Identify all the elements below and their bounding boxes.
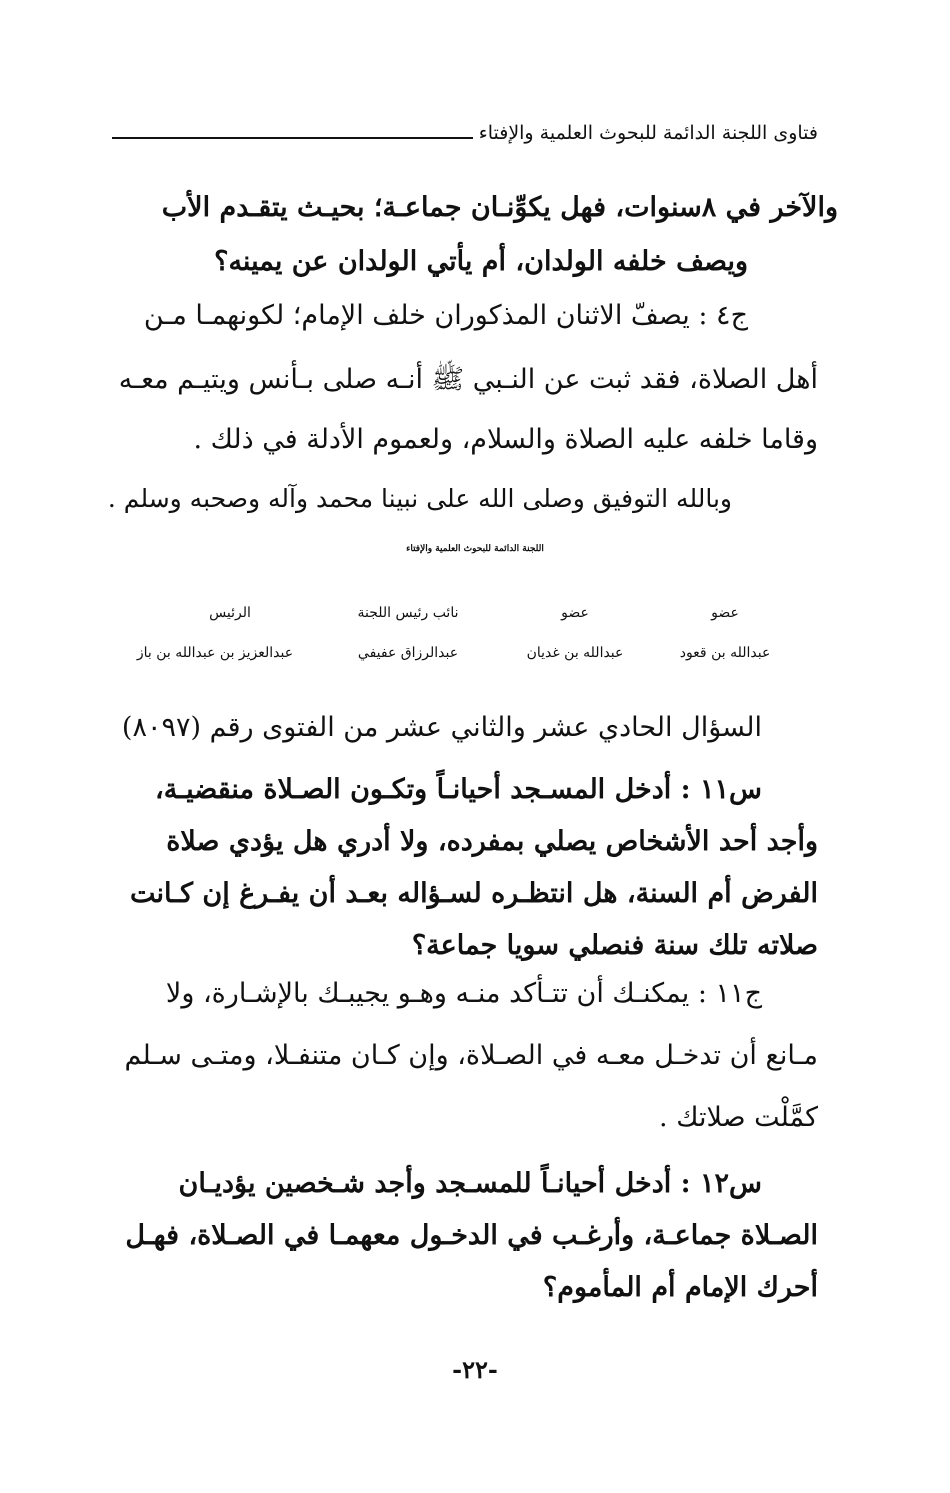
header-rule xyxy=(112,137,473,139)
signatory-name: عبدالله بن قعود xyxy=(679,645,771,661)
question-11-line: س١١ : أدخل المسـجد أحيانـاً وتكـون الصـلاة منقضيـة، xyxy=(155,774,762,805)
question-12-line: أحرك الإمام أم المأموم؟ xyxy=(542,1272,818,1303)
question-11-line: الفرض أم السنة، هل انتظـره لسـؤاله بعـد أن يفـرغ إن كـانت xyxy=(129,878,818,909)
running-header xyxy=(112,118,818,148)
committee-heading: اللجنة الدائمة للبحوث العلمية والإفتاء xyxy=(406,544,544,554)
page-number: -٢٢- xyxy=(452,1355,498,1384)
signatory-role: عضو xyxy=(561,605,589,621)
question-prev-line: والآخر في ٨سنوات، فهل يكوِّنـان جماعـة؛ بحيـث يتقـدم الأب xyxy=(161,192,838,223)
signatory-name: عبدالعزيز بن عبدالله بن باز xyxy=(136,645,294,661)
question-12-line: س١٢ : أدخل أحيانـاً للمسـجد وأجد شـخصين يؤديـان xyxy=(178,1168,762,1199)
fatwa-heading: السؤال الحادي عشر والثاني عشر من الفتوى رقم (٨٠٩٧) xyxy=(121,712,762,743)
signatory-role: عضو xyxy=(711,605,739,621)
answer-11-line: مـانع أن تدخـل معـه في الصـلاة، وإن كـان متنفـلا، ومتـى سـلم xyxy=(124,1040,818,1071)
answer-4-line: وقاما خلفه عليه الصلاة والسلام، ولعموم الأدلة في ذلك . xyxy=(193,424,818,455)
question-11-line: وأجد أحد الأشخاص يصلي بمفرده، ولا أدري هل يؤدي صلاة xyxy=(166,826,818,857)
answer-4-line: أهل الصلاة، فقد ثبت عن النـبي ﷺ أنـه صلى بـأنس ويتيـم معـه xyxy=(118,364,818,395)
question-11-line: صلاته تلك سنة فنصلي سويا جماعة؟ xyxy=(411,930,818,961)
question-prev-line: ويصف خلفه الولدان، أم يأتي الولدان عن يمينه؟ xyxy=(214,246,748,277)
answer-11-line: ج١١ : يمكنـك أن تتـأكد منـه وهـو يجيبـك بالإشـارة، ولا xyxy=(165,978,762,1009)
closing-line: وبالله التوفيق وصلى الله على نبينا محمد وآله وصحبه وسلم . xyxy=(107,484,732,513)
signatory-role: الرئيس xyxy=(209,605,251,621)
answer-11-line: كمَّلْت صلاتك . xyxy=(659,1102,818,1133)
signatory-role: نائب رئيس اللجنة xyxy=(357,605,459,621)
answer-4-line: ج٤ : يصفّ الاثنان المذكوران خلف الإمام؛ لكونهمـا مـن xyxy=(143,300,748,331)
question-12-line: الصـلاة جماعـة، وأرغـب في الدخـول معهمـا في الصـلاة، فهـل xyxy=(125,1220,818,1251)
header-title: فتاوى اللجنة الدائمة للبحوث العلمية والإفتاء xyxy=(478,122,818,144)
signatory-name: عبدالرزاق عفيفي xyxy=(357,645,459,661)
signatory-name: عبدالله بن غديان xyxy=(526,645,624,661)
